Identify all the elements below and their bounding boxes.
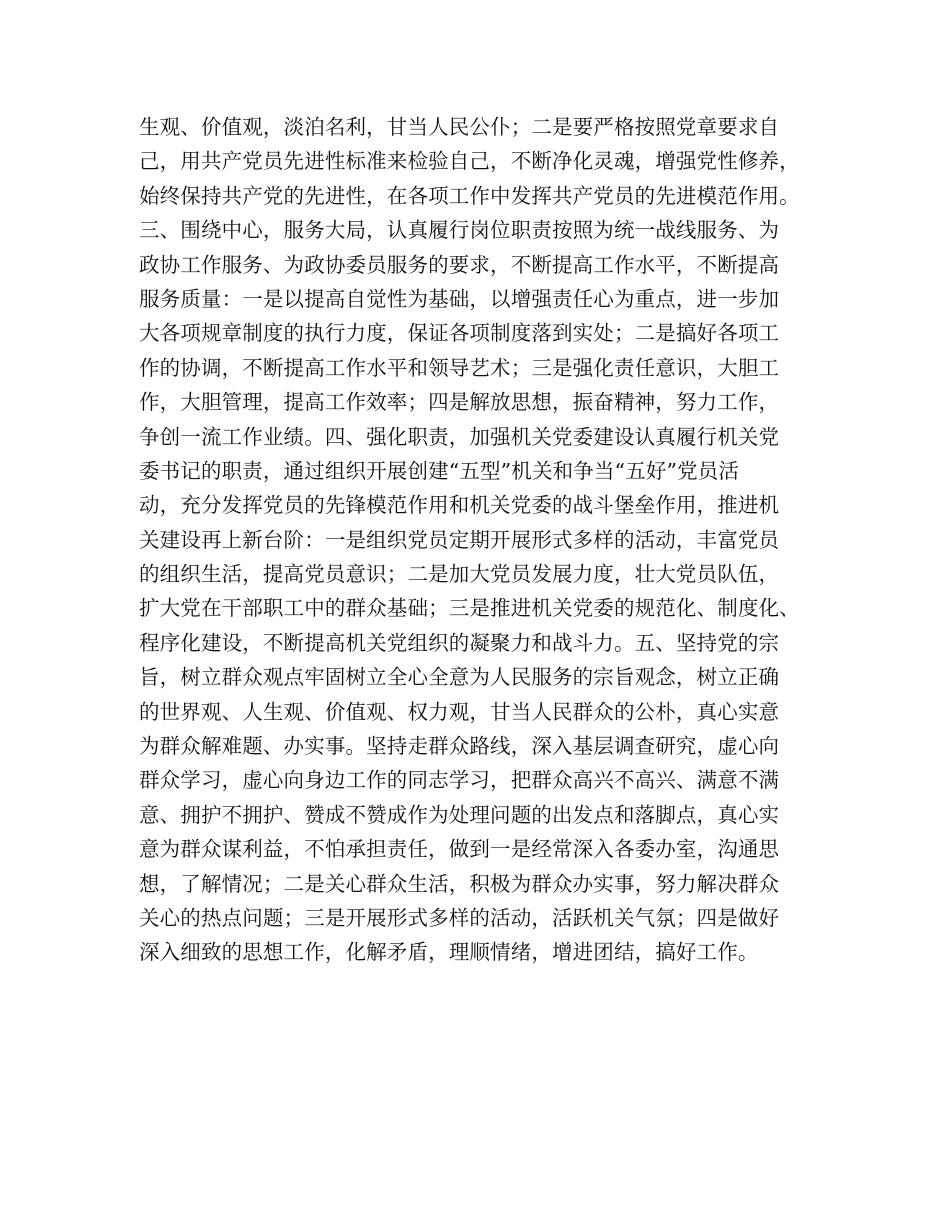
text-line: 程序化建设，不断提高机关党组织的凝聚力和战斗力。五、坚持党的宗 [139,630,780,655]
text-line: 作，大胆管理，提高工作效率；四是解放思想，振奋精神，努力工作， [139,390,780,415]
text-line: 己，用共产党员先进性标准来检验自己，不断净化灵魂，增强党性修养， [139,149,800,174]
text-line: 作的协调，不断提高工作水平和领导艺术；三是强化责任意识，大胆工 [139,355,780,380]
text-line: 始终保持共产党的先进性，在各项工作中发挥共产党员的先进模范作用。 [139,183,800,208]
text-line: 的世界观、人生观、价值观、权力观，甘当人民群众的公朴，真心实意 [139,699,780,724]
text-line: 三、围绕中心，服务大局，认真履行岗位职责按照为统一战线服务、为 [139,218,780,243]
body-paragraph [139,110,839,970]
text-line: 大各项规章制度的执行力度，保证各项制度落到实处；二是搞好各项工 [139,321,780,346]
text-line: 意为群众谋利益，不怕承担责任，做到一是经常深入各委办室，沟通思 [139,837,780,862]
text-line: 动，充分发挥党员的先锋模范作用和机关党委的战斗堡垒作用，推进机 [139,493,780,518]
text-line: 服务质量：一是以提高自觉性为基础，以增强责任心为重点，进一步加 [139,286,780,311]
text-line: 生观、价值观，淡泊名利，甘当人民公仆；二是要严格按照党章要求自 [139,115,780,139]
text-line: 关建设再上新台阶：一是组织党员定期开展形式多样的活动，丰富党员 [139,527,780,552]
text-line: 群众学习，虚心向身边工作的同志学习，把群众高兴不高兴、满意不满 [139,768,780,793]
text-line: 深入细致的思想工作，化解矛盾，理顺情绪，增进团结，搞好工作。 [139,940,759,965]
text-line: 政协工作服务、为政协委员服务的要求，不断提高工作水平，不断提高 [139,252,780,277]
text-line: 关心的热点问题；三是开展形式多样的活动，活跃机关气氛；四是做好 [139,905,780,930]
text-line: 意、拥护不拥护、赞成不赞成作为处理问题的出发点和落脚点，真心实 [139,802,780,827]
text-line: 的组织生活，提高党员意识；二是加大党员发展力度，壮大党员队伍， [139,562,780,587]
text-line: 扩大党在干部职工中的群众基础；三是推进机关党委的规范化、制度化、 [139,596,800,621]
text-line: 想，了解情况；二是关心群众生活，积极为群众办实事，努力解决群众 [139,871,780,896]
text-line: 争创一流工作业绩。四、强化职责，加强机关党委建设认真履行机关党 [139,424,780,449]
text-line: 旨，树立群众观点牢固树立全心全意为人民服务的宗旨观念，树立正确 [139,665,780,690]
text-line: 委书记的职责，通过组织开展创建“五型”机关和争当“五好”党员活 [139,458,740,483]
text-line: 为群众解难题、办实事。坚持走群众路线，深入基层调查研究，虚心向 [139,734,780,759]
